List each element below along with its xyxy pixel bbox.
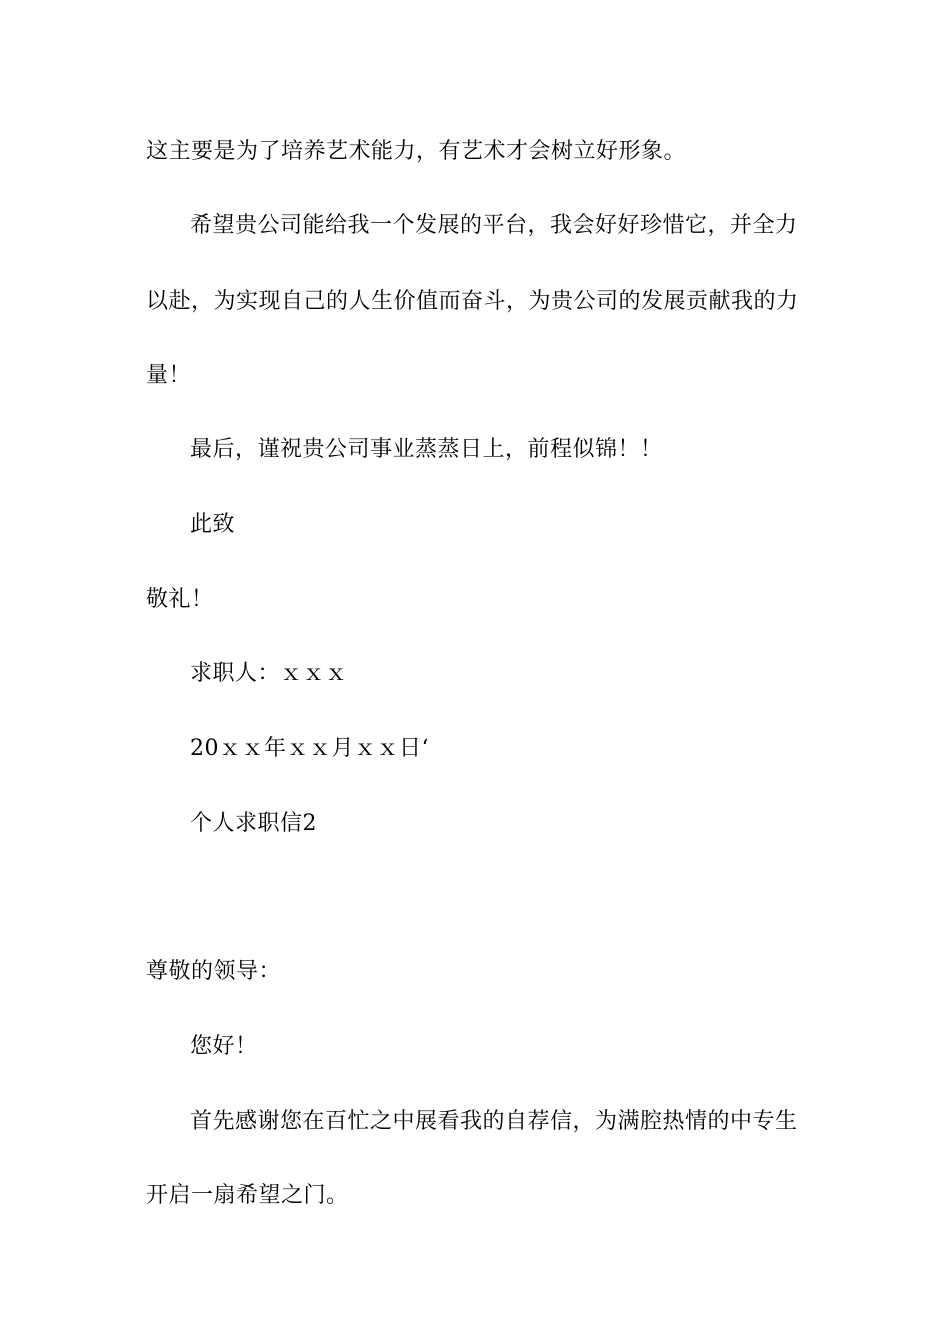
signature-date: 20ｘｘ年ｘｘ月ｘｘ日‘ [190, 736, 429, 761]
paragraph-line: 这主要是为了培养艺术能力，有艺术才会树立好形象。 [146, 139, 687, 164]
closing-salute: 敬礼！ [146, 587, 214, 612]
greeting-line: 您好！ [190, 1034, 258, 1059]
closing-line: 此致 [190, 512, 236, 537]
paragraph-line: 首先感谢您在百忙之中展看我的自荐信，为满腔热情的中专生 [190, 1109, 798, 1134]
paragraph-line: 以赴，为实现自己的人生价值而奋斗，为贵公司的发展贡献我的力 [146, 289, 799, 314]
signature-name: 求职人：ｘｘｘ [190, 661, 348, 686]
section-title: 个人求职信2 [190, 811, 317, 836]
paragraph-line: 开启一扇希望之门。 [146, 1183, 349, 1208]
paragraph-line: 最后，谨祝贵公司事业蒸蒸日上，前程似锦！！ [190, 437, 663, 462]
paragraph-line: 量！ [146, 363, 192, 388]
paragraph-line: 希望贵公司能给我一个发展的平台，我会好好珍惜它，并全力 [190, 213, 798, 238]
greeting-line: 尊敬的领导： [146, 959, 282, 984]
